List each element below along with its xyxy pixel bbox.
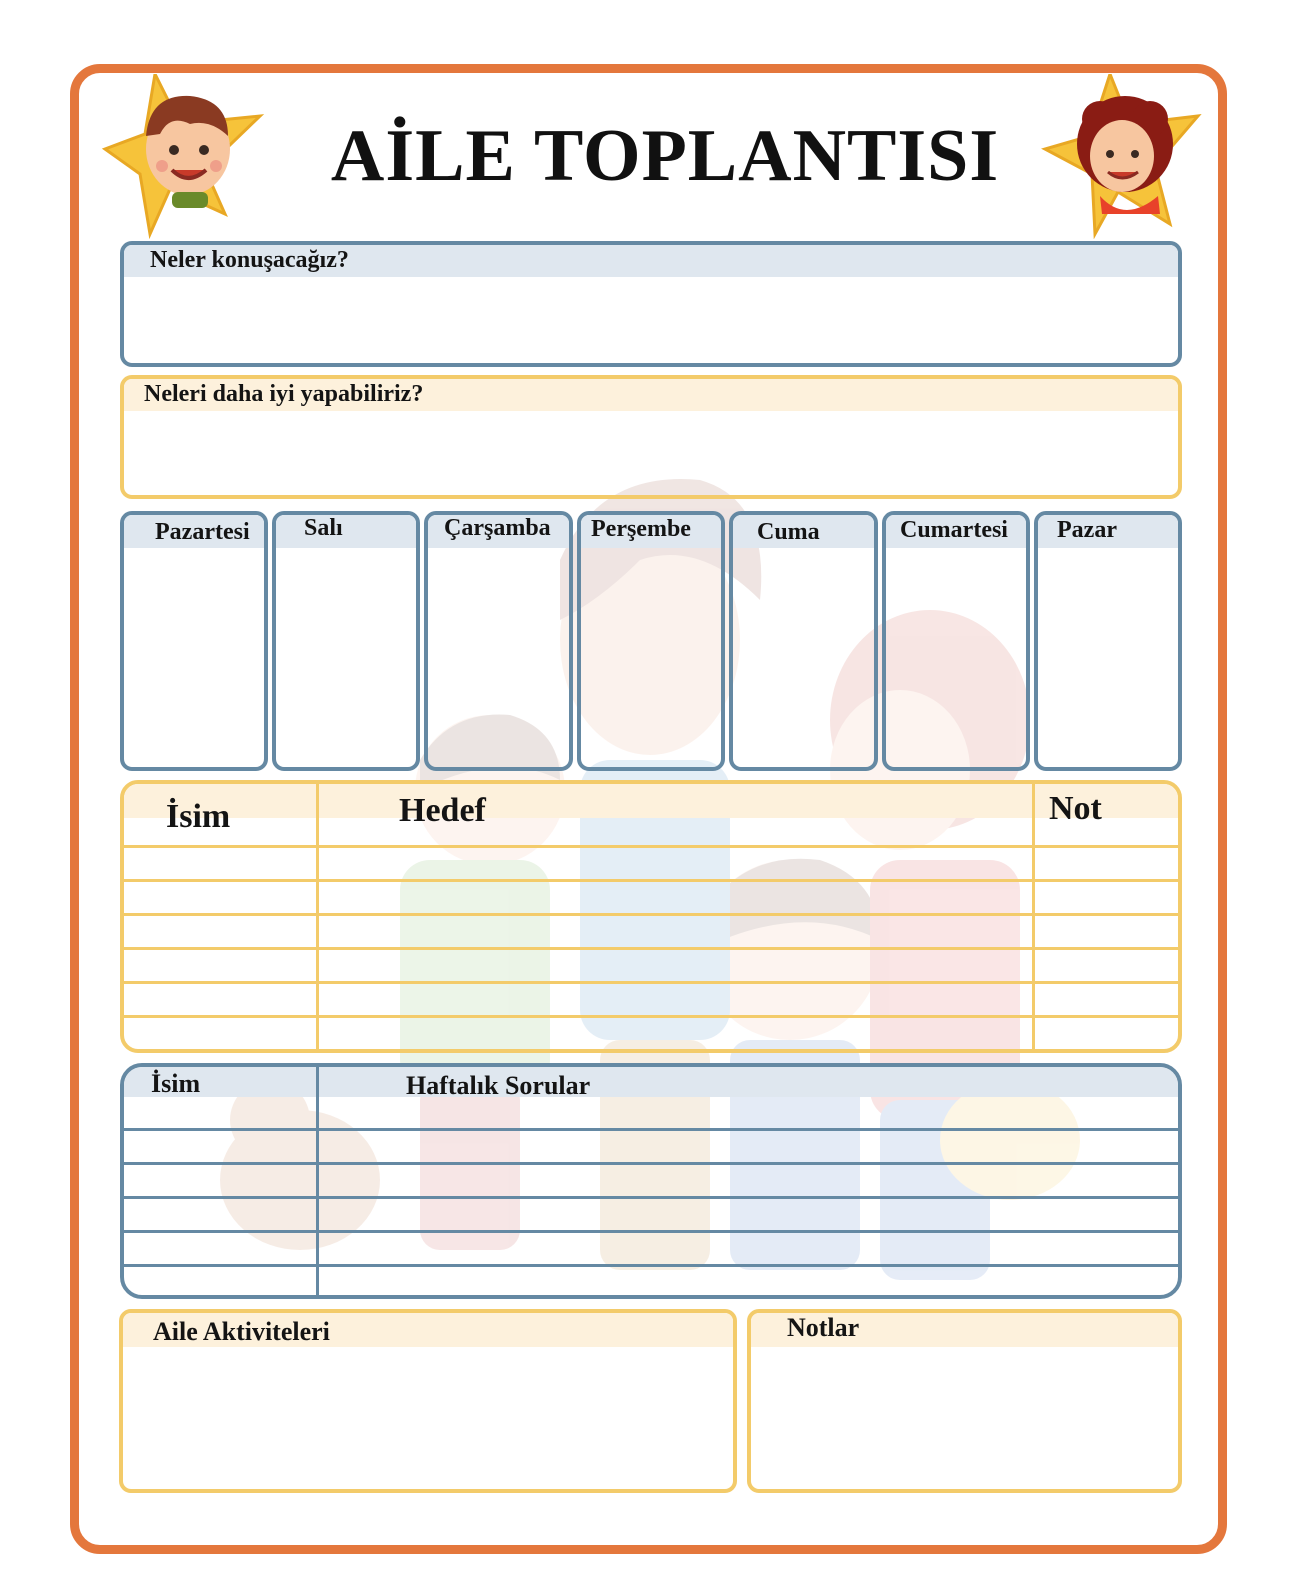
improve-box[interactable] bbox=[120, 375, 1182, 499]
notes-box[interactable] bbox=[747, 1309, 1182, 1493]
table-row[interactable] bbox=[124, 1162, 1178, 1165]
day-label: Salı bbox=[304, 515, 343, 541]
discuss-label: Neler konuşacağız? bbox=[150, 247, 349, 273]
table-row[interactable] bbox=[124, 1015, 1178, 1018]
day-box-cuma[interactable] bbox=[729, 511, 878, 771]
day-label: Çarşamba bbox=[444, 515, 551, 541]
questions-name-header: İsim bbox=[151, 1069, 201, 1098]
day-box-cumartesi[interactable] bbox=[882, 511, 1030, 771]
day-label: Cuma bbox=[757, 519, 820, 545]
day-label: Pazar bbox=[1057, 517, 1117, 543]
boy-star-icon bbox=[100, 74, 265, 239]
questions-table bbox=[120, 1063, 1182, 1299]
questions-divider bbox=[316, 1067, 319, 1295]
goals-table bbox=[120, 780, 1182, 1053]
table-row[interactable] bbox=[124, 1264, 1178, 1267]
day-label: Cumartesi bbox=[900, 517, 1008, 543]
goals-divider-2 bbox=[1032, 784, 1035, 1049]
day-box-pazar[interactable] bbox=[1034, 511, 1182, 771]
day-label: Perşembe bbox=[591, 516, 691, 542]
page-title: AİLE TOPLANTISI bbox=[330, 115, 1000, 197]
table-row[interactable] bbox=[124, 913, 1178, 916]
table-row[interactable] bbox=[124, 1128, 1178, 1131]
questions-header: Haftalık Sorular bbox=[406, 1071, 591, 1100]
table-row[interactable] bbox=[124, 1196, 1178, 1199]
girl-star-icon bbox=[1040, 74, 1205, 239]
goals-name-header: İsim bbox=[166, 798, 231, 835]
improve-label: Neleri daha iyi yapabiliriz? bbox=[144, 381, 424, 407]
day-box-carsamba[interactable] bbox=[424, 511, 573, 771]
day-label: Pazartesi bbox=[155, 519, 250, 545]
goals-goal-header: Hedef bbox=[399, 792, 486, 829]
discuss-box[interactable] bbox=[120, 241, 1182, 367]
goals-note-header: Not bbox=[1049, 790, 1102, 827]
table-row[interactable] bbox=[124, 947, 1178, 950]
goals-divider-1 bbox=[316, 784, 319, 1049]
day-box-pazartesi[interactable] bbox=[120, 511, 268, 771]
activities-label: Aile Aktiviteleri bbox=[153, 1317, 330, 1346]
table-row[interactable] bbox=[124, 845, 1178, 848]
day-box-sali[interactable] bbox=[272, 511, 420, 771]
table-row[interactable] bbox=[124, 879, 1178, 882]
day-box-persembe[interactable] bbox=[577, 511, 725, 771]
table-row[interactable] bbox=[124, 1230, 1178, 1233]
activities-box[interactable] bbox=[119, 1309, 737, 1493]
notes-label: Notlar bbox=[787, 1313, 860, 1342]
table-row[interactable] bbox=[124, 981, 1178, 984]
